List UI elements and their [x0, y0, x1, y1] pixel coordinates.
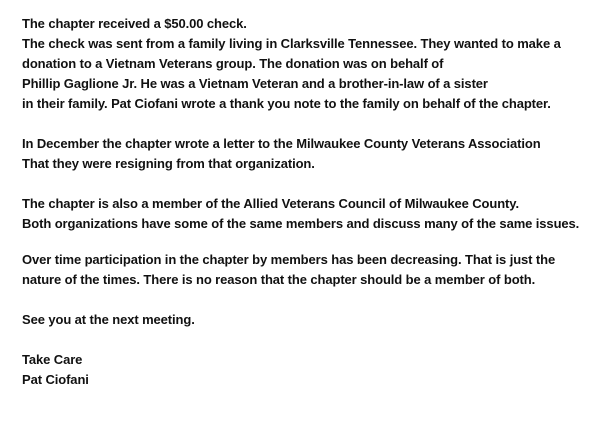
text-line: Phillip Gaglione Jr. He was a Vietnam Veteran and a brother-in-law of a sister — [22, 76, 488, 91]
text-line: In December the chapter wrote a letter to the Milwaukee County Veterans Association — [22, 136, 541, 151]
paragraph-next-meeting — [22, 310, 594, 330]
paragraph-gap — [22, 330, 594, 350]
text-line: in their family. Pat Ciofani wrote a thank you note to the family on behalf of the chapter. — [22, 96, 551, 111]
text-line: See you at the next meeting. — [22, 312, 195, 327]
paragraph-gap — [22, 290, 594, 310]
text-line: That they were resigning from that organization. — [22, 156, 315, 171]
paragraph-allied-council — [22, 194, 594, 234]
text-line: The check was sent from a family living in Clarksville Tennessee. They wanted to make a — [22, 36, 561, 51]
text-line: Over time participation in the chapter by members has been decreasing. That is just the — [22, 252, 556, 267]
signature-name: Pat Ciofani — [22, 372, 89, 387]
text-line: donation to a Vietnam Veterans group. The donation was on behalf of — [22, 56, 444, 71]
text-line: Both organizations have some of the same members and discuss many of the same issues. — [22, 216, 580, 231]
letter-body — [22, 14, 594, 390]
closing-line: Take Care — [22, 352, 83, 367]
paragraph-participation — [22, 250, 594, 290]
paragraph-gap — [22, 114, 594, 134]
text-line: The chapter received a $50.00 check. — [22, 16, 247, 31]
text-line: The chapter is also a member of the Allied Veterans Council of Milwaukee County. — [22, 196, 519, 211]
text-line: nature of the times. There is no reason that the chapter should be a member of both. — [22, 272, 536, 287]
paragraph-resignation — [22, 134, 594, 174]
paragraph-donation — [22, 14, 594, 114]
paragraph-gap — [22, 174, 594, 194]
closing-signature — [22, 350, 594, 390]
paragraph-gap — [22, 234, 594, 250]
